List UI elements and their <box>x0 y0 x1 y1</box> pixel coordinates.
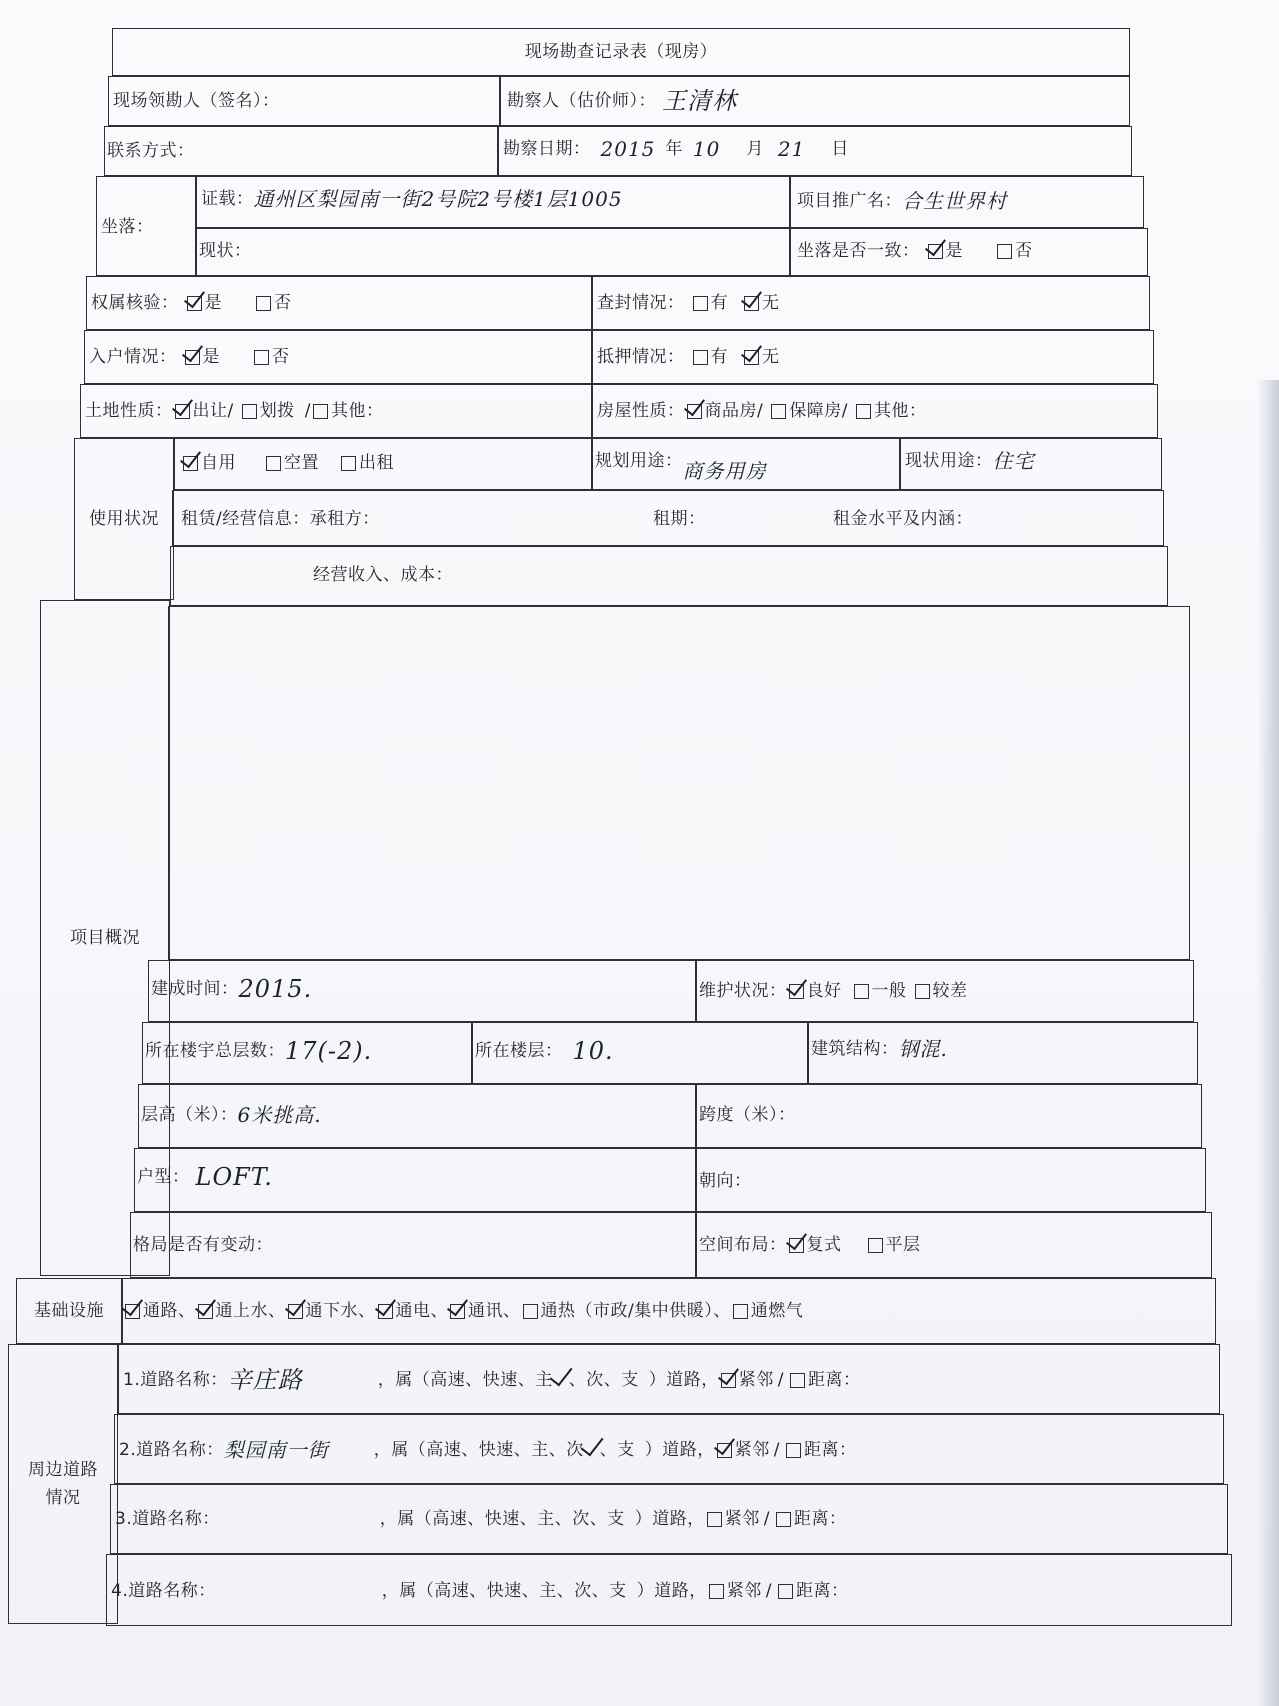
income-label: 经营收入、成本： <box>313 565 453 585</box>
usage-vacant-checkbox[interactable] <box>266 456 281 471</box>
maintenance-poor-label: 较差 <box>932 981 968 1001</box>
seal-none-label: 无 <box>762 293 780 313</box>
road-2-adjacent-checkbox[interactable] <box>717 1443 732 1458</box>
space-flat-label: 平层 <box>885 1235 921 1255</box>
space-layout-label: 空间布局： <box>699 1235 787 1255</box>
usage-label: 使用状况 <box>89 509 159 529</box>
road-2-class-branch: 支 <box>617 1440 635 1460</box>
lead-surveyor-label: 现场领勘人（签名）： <box>113 91 280 111</box>
surveyor-cell <box>500 76 1130 126</box>
entry-yes-label: 是 <box>202 347 220 367</box>
seal-none-checkbox[interactable] <box>744 296 759 311</box>
lease-label: 租赁/经营信息：承租方： <box>181 509 380 529</box>
house-other-checkbox[interactable] <box>856 404 871 419</box>
form-title-cell <box>112 28 1130 76</box>
house-label: 房屋性质： <box>597 401 685 421</box>
road-2-name-label: 道路名称： <box>136 1440 224 1460</box>
promo-name: 合生世界村 <box>902 189 1007 213</box>
project-label: 项目概况 <box>70 928 140 948</box>
lead-surveyor-cell <box>108 76 500 126</box>
built-time-label: 建成时间： <box>151 979 239 999</box>
land-transfer-checkbox[interactable] <box>175 404 190 419</box>
road-1-name-label: 道路名称： <box>140 1370 228 1390</box>
planned-use-value: 商务用房 <box>682 459 767 483</box>
structure-value: 钢混. <box>898 1037 948 1061</box>
road-1-class-secondary: 次 <box>586 1370 604 1390</box>
road-3-number: 3. <box>115 1509 133 1529</box>
mortgage-has-label: 有 <box>710 347 728 367</box>
road-1-class-main: 主 <box>535 1370 553 1390</box>
structure-label: 建筑结构： <box>811 1039 899 1059</box>
maintenance-good-checkbox[interactable] <box>789 984 804 999</box>
infra-gas-label: 通燃气 <box>750 1301 804 1321</box>
entry-label: 入户情况： <box>89 347 177 367</box>
floor-height-label: 层高（米）： <box>141 1105 238 1125</box>
ownership-no-checkbox[interactable] <box>256 296 271 311</box>
unit-type-label: 户型： <box>137 1167 190 1187</box>
infra-power-label: 通电、 <box>395 1301 448 1321</box>
cert-cell <box>196 176 790 228</box>
ownership-yes-label: 是 <box>204 293 222 313</box>
date-label: 勘察日期： <box>503 139 591 159</box>
consistency-cell <box>790 228 1148 276</box>
maintenance-average-checkbox[interactable] <box>854 984 869 999</box>
ownership-cell <box>86 276 592 330</box>
month-unit: 月 <box>746 139 764 159</box>
roads-label-line2: 情况 <box>45 1488 81 1508</box>
promo-cell <box>790 176 1144 228</box>
road-1-adjacent-checkbox[interactable] <box>721 1373 736 1388</box>
date-cell <box>498 126 1132 176</box>
road-1-class-branch: 支 <box>621 1370 639 1390</box>
road-4-class-secondary: 次 <box>574 1581 592 1601</box>
layout-change-cell <box>130 1212 696 1278</box>
floor-value: 10. <box>572 1037 614 1065</box>
infra-heating-checkbox[interactable] <box>523 1304 538 1319</box>
seal-label: 查封情况： <box>597 293 685 313</box>
floor-height-cell <box>138 1084 696 1148</box>
total-floors-value: 17(-2). <box>285 1037 373 1065</box>
road-4-adjacent-checkbox[interactable] <box>709 1584 724 1599</box>
span-cell <box>696 1084 1202 1148</box>
road-1-adjacent-label: 紧邻 <box>738 1370 774 1390</box>
lease-cell <box>172 490 1164 546</box>
mortgage-label: 抵押情况： <box>597 347 685 367</box>
mortgage-none-label: 无 <box>762 347 780 367</box>
road-3-class-sep1: 、 <box>554 1509 573 1529</box>
usage-rent-checkbox[interactable] <box>341 456 356 471</box>
land-label: 土地性质： <box>85 401 173 421</box>
entry-cell <box>84 330 592 384</box>
orientation-cell <box>696 1148 1206 1212</box>
road-4-class-sep1: 、 <box>556 1581 575 1601</box>
usage-label-cell <box>74 438 174 600</box>
road-2-class-main: 主 <box>531 1440 549 1460</box>
floor-height-value: 6米挑高. <box>237 1103 322 1127</box>
road-1-number: 1. <box>123 1370 141 1390</box>
road-3-adjacent-checkbox[interactable] <box>707 1512 722 1527</box>
house-commercial-label: 商品房/ <box>704 401 764 421</box>
infra-water-supply-label: 通上水、 <box>215 1301 286 1321</box>
road-2-distance-label: 距离： <box>803 1440 857 1460</box>
road-4-class-suffix: ）道路， <box>636 1581 707 1601</box>
land-allocate-checkbox[interactable] <box>242 404 257 419</box>
mortgage-cell <box>592 330 1154 384</box>
seal-has-checkbox[interactable] <box>693 296 708 311</box>
roads-label-cell <box>8 1344 118 1624</box>
maintenance-poor-checkbox[interactable] <box>915 984 930 999</box>
road-2-distance-checkbox[interactable] <box>786 1443 801 1458</box>
land-transfer-label: 出让/ <box>192 401 234 421</box>
house-other-label: 其他： <box>873 401 927 421</box>
current-use-value: 住宅 <box>992 449 1035 473</box>
cert-address: 通州区梨园南一街2号院2号楼1层1005 <box>253 187 623 211</box>
infra-power-checkbox[interactable] <box>378 1304 393 1319</box>
usage-vacant-label: 空置 <box>284 453 319 473</box>
seal-has-label: 有 <box>710 293 728 313</box>
entry-yes-checkbox[interactable] <box>185 350 200 365</box>
road-1-class-sep2: 、 <box>603 1370 622 1390</box>
land-other-checkbox[interactable] <box>313 404 328 419</box>
structure-cell <box>808 1022 1198 1084</box>
house-cell <box>592 384 1158 438</box>
ownership-label: 权属核验： <box>91 293 179 313</box>
road-3-class-branch: 支 <box>607 1509 625 1529</box>
road-4-class-main: 主 <box>539 1581 557 1601</box>
infra-road-checkbox[interactable] <box>125 1304 140 1319</box>
date-day: 21 <box>777 137 806 161</box>
road-2-class-secondary: 次 <box>566 1440 584 1460</box>
infra-telecom-label: 通讯、 <box>468 1301 521 1321</box>
space-flat-checkbox[interactable] <box>868 1238 883 1253</box>
infra-label-cell <box>16 1278 122 1344</box>
land-allocate-label: 划拨 <box>259 401 295 421</box>
space-layout-cell <box>696 1212 1212 1278</box>
infra-telecom-checkbox[interactable] <box>450 1304 465 1319</box>
road-4-name-label: 道路名称： <box>128 1581 216 1601</box>
infra-water-supply-checkbox[interactable] <box>198 1304 213 1319</box>
house-affordable-label: 保障房/ <box>789 401 848 421</box>
rent-level-label: 租金水平及内涵： <box>833 509 973 529</box>
consistency-no-label: 否 <box>1015 241 1033 261</box>
planned-use-label: 规划用途： <box>595 451 683 471</box>
road-4-class-sep2: 、 <box>591 1581 610 1601</box>
consistency-no-checkbox[interactable] <box>997 244 1012 259</box>
road-1-class-suffix: ）道路， <box>648 1370 719 1390</box>
floor-cell <box>472 1022 808 1084</box>
total-floors-label: 所在楼宇总层数： <box>145 1041 285 1061</box>
cert-label: 证载： <box>201 189 254 209</box>
orientation-label: 朝向： <box>699 1171 752 1191</box>
road-4-number: 4. <box>111 1581 129 1601</box>
land-other-label: 其他： <box>330 401 384 421</box>
road-3-class-secondary: 次 <box>572 1509 590 1529</box>
road-row-2 <box>114 1414 1224 1484</box>
maintenance-label: 维护状况： <box>699 981 787 1001</box>
usage-rent-label: 出租 <box>359 453 394 473</box>
road-4-class-branch: 支 <box>609 1581 627 1601</box>
layout-change-label: 格局是否有变动： <box>133 1235 273 1255</box>
usage-self-checkbox[interactable] <box>183 456 198 471</box>
roads-label-line1: 周边道路 <box>28 1460 98 1480</box>
road-3-class-prefix: ，属（高速、快速、 <box>379 1509 538 1529</box>
usage-self-label: 自用 <box>201 453 236 473</box>
road-3-class-sep2: 、 <box>589 1509 608 1529</box>
road-1-class-sep1: 、 <box>568 1370 587 1390</box>
road-2-class-sep2: 、 <box>599 1440 618 1460</box>
road-1-distance-checkbox[interactable] <box>790 1373 805 1388</box>
date-year: 2015 <box>600 137 656 161</box>
consistency-yes-label: 是 <box>945 241 963 261</box>
span-label: 跨度（米）： <box>699 1105 796 1125</box>
year-unit: 年 <box>665 139 683 159</box>
form-title: 现场勘查记录表（现房） <box>524 42 718 62</box>
unit-type-cell <box>134 1148 696 1212</box>
ownership-yes-checkbox[interactable] <box>187 296 202 311</box>
road-2-slash: / <box>773 1440 780 1460</box>
road-row-1 <box>118 1344 1220 1414</box>
promo-label: 项目推广名： <box>797 191 902 211</box>
road-2-class-sep1: 、 <box>548 1440 567 1460</box>
current-use-cell <box>900 438 1162 490</box>
infra-road-label: 通路、 <box>143 1301 196 1321</box>
status-label: 现状： <box>199 241 252 261</box>
road-4-class-prefix: ，属（高速、快速、 <box>381 1581 540 1601</box>
maintenance-average-label: 一般 <box>871 981 907 1001</box>
location-label-cell <box>96 176 196 276</box>
road-1-distance-label: 距离： <box>807 1370 861 1390</box>
date-month: 10 <box>692 137 721 161</box>
house-affordable-checkbox[interactable] <box>771 404 786 419</box>
space-duplex-checkbox[interactable] <box>789 1238 804 1253</box>
road-2-number: 2. <box>119 1440 137 1460</box>
status-cell <box>196 228 790 276</box>
road-1-slash: / <box>777 1370 784 1390</box>
road-3-slash: / <box>763 1509 770 1529</box>
entry-no-label: 否 <box>272 347 290 367</box>
infra-options-cell <box>122 1278 1216 1344</box>
surveyor-label: 勘察人（估价师）： <box>507 91 656 111</box>
maintenance-good-label: 良好 <box>806 981 842 1001</box>
land-separator: / <box>304 401 311 421</box>
infra-heating-label: 通热（市政/集中供暖）、 <box>540 1301 731 1321</box>
road-3-class-main: 主 <box>537 1509 555 1529</box>
road-3-distance-checkbox[interactable] <box>776 1512 791 1527</box>
built-time-cell <box>148 960 696 1022</box>
surveyor-signature: 王清林 <box>662 87 737 115</box>
road-4-adjacent-label: 紧邻 <box>726 1581 762 1601</box>
road-1-class-prefix: ，属（高速、快速、 <box>377 1370 536 1390</box>
maintenance-cell <box>696 960 1194 1022</box>
contact-label: 联系方式： <box>107 141 195 161</box>
space-duplex-label: 复式 <box>806 1235 842 1255</box>
road-2-class-prefix: ，属（高速、快速、 <box>373 1440 532 1460</box>
current-use-label: 现状用途： <box>905 451 993 471</box>
mortgage-none-checkbox[interactable] <box>744 350 759 365</box>
built-time-value: 2015. <box>238 975 313 1003</box>
road-3-distance-label: 距离： <box>793 1509 847 1529</box>
location-label: 坐落： <box>101 217 154 237</box>
road-2-class-suffix: ）道路， <box>644 1440 715 1460</box>
lease-term-label: 租期： <box>653 509 706 529</box>
day-unit: 日 <box>831 139 849 159</box>
project-blank-area <box>168 606 1190 960</box>
seal-cell <box>592 276 1150 330</box>
ownership-no-label: 否 <box>274 293 292 313</box>
consistency-label: 坐落是否一致： <box>797 241 920 261</box>
total-floors-cell <box>142 1022 472 1084</box>
road-2-adjacent-label: 紧邻 <box>734 1440 770 1460</box>
house-commercial-checkbox[interactable] <box>687 404 702 419</box>
road-4-distance-label: 距离： <box>795 1581 849 1601</box>
infra-gas-checkbox[interactable] <box>733 1304 748 1319</box>
road-4-distance-checkbox[interactable] <box>778 1584 793 1599</box>
consistency-yes-checkbox[interactable] <box>928 244 943 259</box>
floor-label: 所在楼层： <box>475 1041 563 1061</box>
road-row-3 <box>110 1484 1228 1554</box>
entry-no-checkbox[interactable] <box>254 350 269 365</box>
mortgage-has-checkbox[interactable] <box>693 350 708 365</box>
infra-label: 基础设施 <box>34 1301 104 1321</box>
contact-cell <box>104 126 498 176</box>
road-2-name-value: 梨园南一街 <box>223 1438 329 1462</box>
road-3-class-suffix: ）道路， <box>634 1509 705 1529</box>
road-row-4 <box>106 1554 1232 1626</box>
road-4-slash: / <box>765 1581 772 1601</box>
road-3-name-label: 道路名称： <box>132 1509 220 1529</box>
road-1-name-value: 辛庄路 <box>227 1366 303 1394</box>
planned-use-cell <box>592 438 900 490</box>
infra-drainage-label: 通下水、 <box>305 1301 376 1321</box>
usage-options-cell <box>174 438 592 490</box>
income-cell <box>170 546 1168 606</box>
infra-drainage-checkbox[interactable] <box>288 1304 303 1319</box>
land-cell <box>80 384 592 438</box>
road-3-adjacent-label: 紧邻 <box>724 1509 760 1529</box>
unit-type-value: LOFT. <box>195 1163 273 1191</box>
